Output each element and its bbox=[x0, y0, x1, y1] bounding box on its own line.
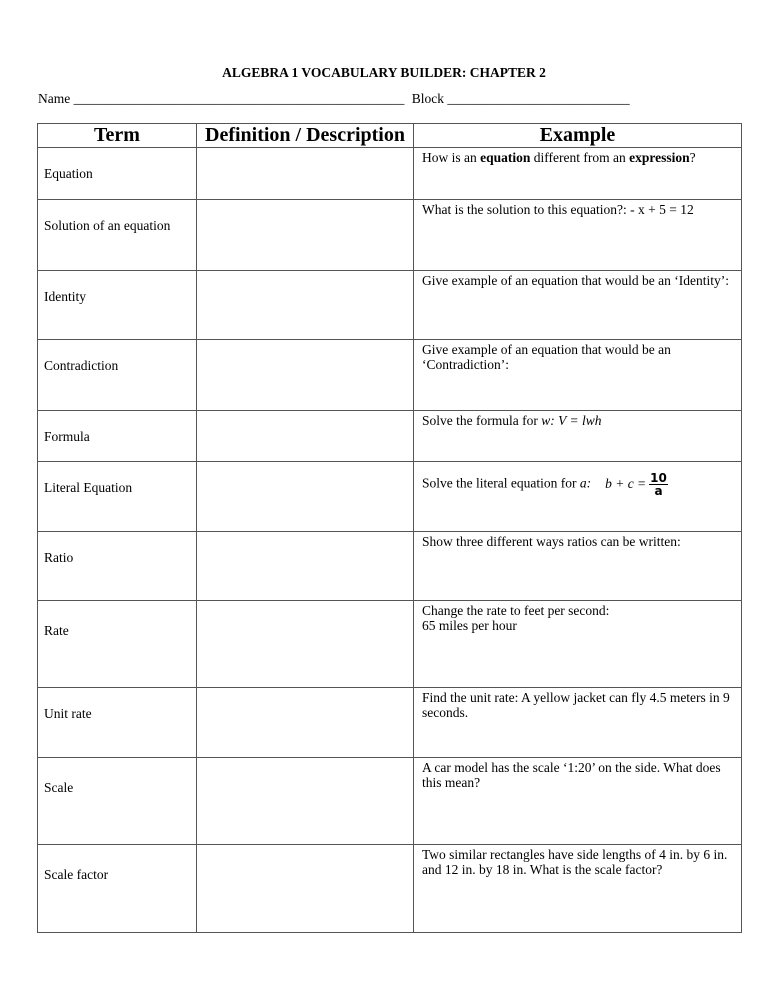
table-row bbox=[38, 758, 742, 845]
term-cell: Rate bbox=[38, 601, 197, 688]
definition-cell[interactable] bbox=[197, 601, 414, 688]
name-label: Name bbox=[38, 91, 71, 106]
definition-cell[interactable] bbox=[197, 411, 414, 462]
example-cell[interactable] bbox=[414, 462, 742, 532]
example-cell[interactable]: What is the solution to this equation?: - x + 5 = 12 bbox=[414, 200, 742, 271]
definition-cell[interactable] bbox=[197, 462, 414, 532]
table-header-row bbox=[38, 124, 742, 148]
table-row bbox=[38, 271, 742, 340]
example-formula: w: V = lwh bbox=[541, 413, 602, 428]
example-text: 65 miles per hour bbox=[422, 618, 517, 633]
example-equation: b + c = bbox=[605, 475, 647, 491]
table-row bbox=[38, 148, 742, 200]
table-row bbox=[38, 340, 742, 411]
example-cell[interactable]: Show three different ways ratios can be written: bbox=[414, 532, 742, 601]
example-cell[interactable]: Find the unit rate: A yellow jacket can fly 4.5 meters in 9 seconds. bbox=[414, 688, 742, 758]
term-cell: Literal Equation bbox=[38, 462, 197, 532]
definition-cell[interactable] bbox=[197, 271, 414, 340]
definition-cell[interactable] bbox=[197, 148, 414, 200]
term-cell: Formula bbox=[38, 411, 197, 462]
example-cell[interactable] bbox=[414, 411, 742, 462]
example-bold: equation bbox=[480, 150, 531, 165]
name-block-line bbox=[38, 91, 630, 107]
example-cell[interactable]: A car model has the scale ‘1:20’ on the side. What does this mean? bbox=[414, 758, 742, 845]
term-cell: Contradiction bbox=[38, 340, 197, 411]
term-cell: Ratio bbox=[38, 532, 197, 601]
example-cell[interactable] bbox=[414, 148, 742, 200]
table-row bbox=[38, 532, 742, 601]
example-text: ? bbox=[689, 150, 696, 165]
example-variable: a: bbox=[579, 475, 592, 491]
fraction-numerator: 10 bbox=[650, 471, 667, 485]
example-cell[interactable]: Two similar rectangles have side lengths of 4 in. by 6 in. and 12 in. by 18 in. What is the scale factor? bbox=[414, 845, 742, 933]
fraction-denominator: a bbox=[654, 484, 663, 498]
header-term: Term bbox=[38, 124, 197, 148]
example-text: Solve the formula for bbox=[422, 413, 542, 428]
vocabulary-table bbox=[37, 123, 742, 933]
term-cell: Unit rate bbox=[38, 688, 197, 758]
table-row bbox=[38, 601, 742, 688]
example-text: different from an bbox=[530, 150, 630, 165]
definition-cell[interactable] bbox=[197, 688, 414, 758]
example-cell[interactable] bbox=[414, 601, 742, 688]
fraction bbox=[649, 472, 668, 497]
table-row bbox=[38, 688, 742, 758]
table-row bbox=[38, 411, 742, 462]
definition-cell[interactable] bbox=[197, 758, 414, 845]
table-row bbox=[38, 200, 742, 271]
definition-cell[interactable] bbox=[197, 340, 414, 411]
term-cell: Solution of an equation bbox=[38, 200, 197, 271]
table-row bbox=[38, 462, 742, 532]
definition-cell[interactable] bbox=[197, 200, 414, 271]
definition-cell[interactable] bbox=[197, 532, 414, 601]
example-text: Solve the literal equation for bbox=[422, 475, 580, 491]
name-field[interactable]: _________________________________________________ bbox=[73, 91, 405, 106]
term-cell: Scale bbox=[38, 758, 197, 845]
header-example: Example bbox=[414, 124, 742, 148]
table-row bbox=[38, 845, 742, 933]
header-definition: Definition / Description bbox=[197, 124, 414, 148]
example-text: How is an bbox=[422, 150, 481, 165]
block-field[interactable]: ___________________________ bbox=[447, 91, 630, 106]
example-cell[interactable]: Give example of an equation that would be an ‘Contradiction’: bbox=[414, 340, 742, 411]
term-cell: Scale factor bbox=[38, 845, 197, 933]
block-label: Block bbox=[411, 91, 444, 106]
example-text: Change the rate to feet per second: bbox=[422, 603, 610, 618]
worksheet-title: ALGEBRA 1 VOCABULARY BUILDER: CHAPTER 2 bbox=[222, 65, 546, 80]
example-bold: expression bbox=[629, 150, 690, 165]
example-cell[interactable]: Give example of an equation that would be an ‘Identity’: bbox=[414, 271, 742, 340]
definition-cell[interactable] bbox=[197, 845, 414, 933]
term-cell: Equation bbox=[38, 148, 197, 200]
term-cell: Identity bbox=[38, 271, 197, 340]
